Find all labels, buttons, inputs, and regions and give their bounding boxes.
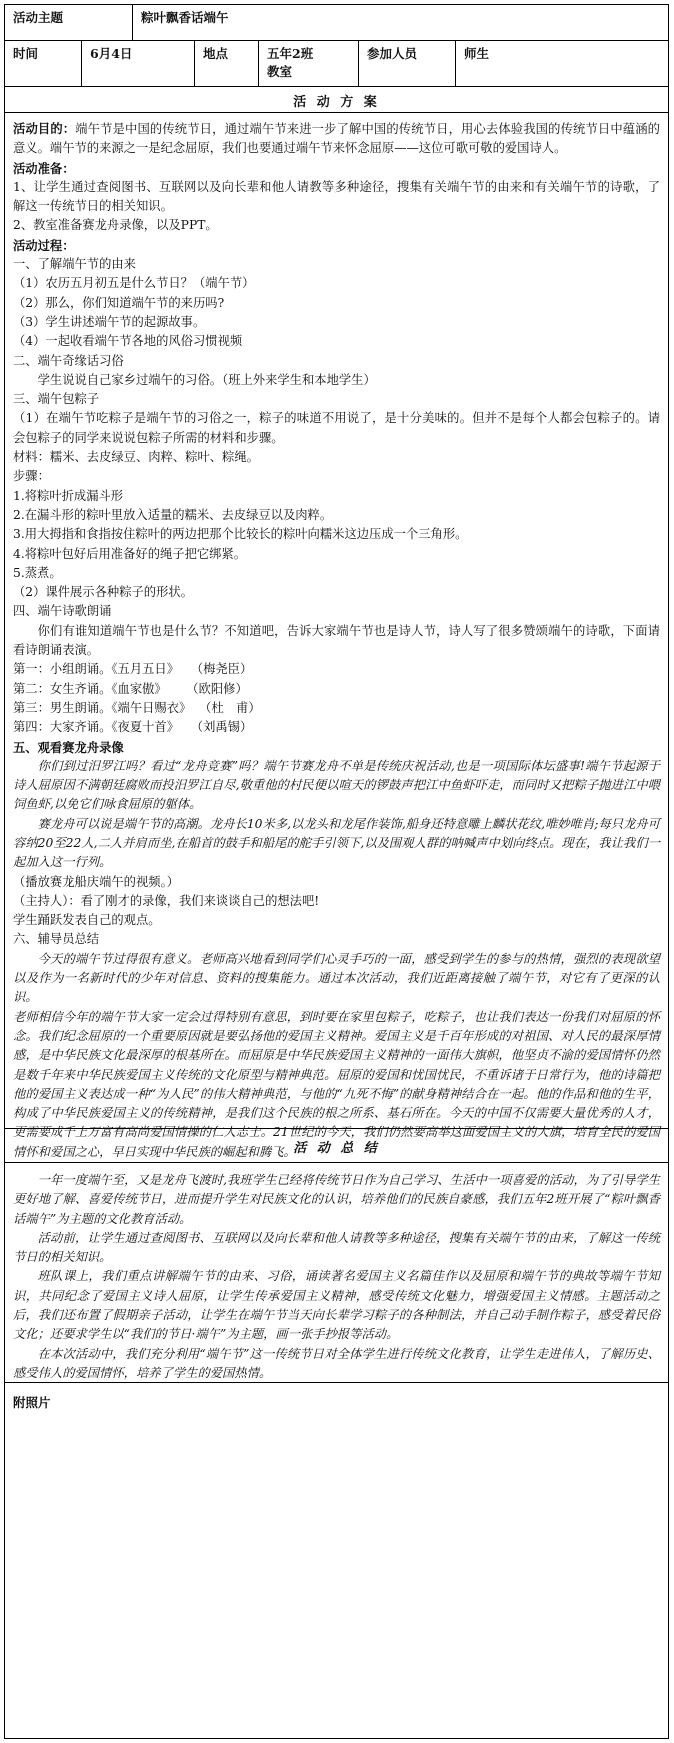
section-1-item: （4）一起收看端午节各地的风俗习惯视频 (13, 334, 243, 349)
section-5-text-2: 赛龙舟可以说是端午节的高潮。龙舟长10米多,以龙头和龙尾作装饰,船身还特意雕上麟状花纹,唯妙唯肖;每只龙舟可容纳20至22人,二人并肩而坐,在船首的鼓手和船尾的舵手引领下,以及围观人群的呐喊声中划向终点。现在，我让我们一起加入这一行列。 (13, 816, 660, 870)
time-value: 6月4日 (82, 41, 195, 86)
section-3-steps-label: 步骤： (13, 469, 50, 484)
section-1-item: （1）农历五月初五是什么节日？（端午节） (13, 276, 255, 291)
section-5-students: 学生踊跃发表自己的观点。 (13, 913, 161, 928)
summary-paragraph-4: 在本次活动中，我们充分利用“端午节”这一传统节日对全体学生进行传统文化教育，让学生走进伟人，了解历史、感受伟人的爱国情怀，培养了学生的爱国热情。 (13, 1346, 660, 1380)
section-3-text: （1）在端午节吃粽子是端午节的习俗之一，粽子的味道不用说了，是十分美味的。但并不是每个人都会包粽子的。请会包粽子的同学来说说包粽子所需的材料和步骤。 (13, 411, 660, 445)
poem-author: （梅尧臣） (190, 662, 253, 677)
poem-line (13, 718, 660, 737)
poem-author: （杜 甫） (199, 700, 261, 715)
section-3-materials: 材料：糯米、去皮绿豆、肉粹、粽叶、粽绳。 (13, 450, 259, 465)
theme-value: 粽叶飘香话端午 (141, 10, 229, 25)
section-6-text-2: 老师相信今年的端午节大家一定会过得特别有意思，到时要在家里包粽子，吃粽子，也让我们表达一份我们对屈原的怀念。我们纪念屈原的一个重要原因就是要弘扬他的爱国主义精神。爱国主义是千百年形成的对祖国、对人民的最深厚情感，是中华民族文化最深厚的根基所在。而屈原是中华民族爱国主义精神的一面伟大旗帜，他坚贞不渝的爱国情怀仍然是数千年来中华民族爱国主义传统的文化原型与精神典范。屈原的爱国和忧国忧民，不重诉诸于日常行为，他的诗篇把他的爱国主义表达成一种“为人民”的伟大精神典范，与他的“九死不悔”的献身精神结合在一起。他的作品和他的生平，构成了中华民族爱国主义的传统精神，是我们这个民族的根之所系、基石所在。今天的中国不仅需要大量优秀的人才，更需要成千上万富有高尚爱国情操的仁人志士。21世纪的今天，我们仍然要高举这面爱国主义的大旗，培育全民的爱国情怀和爱国之心，早日实现中华民族的崛起和腾飞。 (13, 1009, 660, 1159)
section-3-step: 4.将粽叶包好后用准备好的绳子把它绑紧。 (13, 546, 247, 561)
place-label: 地点 (195, 41, 259, 86)
section-3-title: 三、端午包粽子 (13, 392, 100, 407)
section-3-step: 1.将粽叶折成漏斗形 (13, 488, 124, 503)
section-3-step: 2.在漏斗形的粽叶里放入适量的糯米、去皮绿豆以及肉粹。 (13, 507, 333, 522)
poem-author: （欧阳修） (186, 681, 248, 696)
summary-paragraph-3: 班队课上，我们重点讲解端午节的由来、习俗，诵读著名爱国主义名篇佳作以及屈原和端午节的典故等端午节知识，共同纪念了爱国主义诗人屈原，让学生传承爱国主义精神，感受传统文化魅力，增强爱国主义情感。主题活动之后，我们还布置了假期亲子活动，让学生在端午节当天向长辈学习粽子的各种制法，并自己动手制作粽子，感受着民俗文化；还要求学生以“我们的节日·端午”为主题，画一张手抄报等活动。 (13, 1269, 660, 1342)
section-4-text: 你们有谁知道端午节也是什么节？不知道吧，告诉大家端午节也是诗人节，诗人写了很多赞颂端午的诗歌，下面请看诗朗诵表演。 (13, 623, 660, 658)
poem-group: 第三：男生朗诵。 (13, 700, 112, 715)
section-4-title: 四、端午诗歌朗诵 (13, 604, 112, 619)
photos-section (5, 1383, 668, 1738)
section-2-title: 二、端午奇缘话习俗 (13, 353, 124, 368)
poem-group: 第二：女生齐诵。 (13, 681, 112, 696)
summary-content (13, 1171, 660, 1383)
goal-label: 活动目的： (13, 121, 76, 136)
participants-value: 师生 (464, 46, 490, 61)
section-1-item: （2）那么，你们知道端午节的来历吗? (13, 295, 225, 310)
goal-paragraph (13, 119, 660, 159)
section-3-step: 3.用大拇指和食指按住粽叶的两边把那个比较长的粽叶向糯米这边压成一个三角形。 (13, 527, 468, 542)
poem-line (13, 680, 660, 699)
poem-line (13, 699, 660, 718)
plan-section-title: 活 动 方 案 (5, 87, 668, 113)
section-2-text: 学生说说自己家乡过端午的习俗。（班上外来学生和本地学生） (37, 372, 376, 387)
summary-section-title: 活 动 总 结 (5, 1129, 668, 1163)
section-5-host: （主持人）：看了刚才的录像，我们来谈谈自己的想法吧! (13, 893, 320, 908)
theme-label: 活动主题 (5, 5, 133, 40)
prep-item-2: 2、教室准备赛龙舟录像，以及PPT。 (13, 218, 218, 233)
process-label: 活动过程： (13, 237, 75, 253)
section-3-step: 5.蒸煮。 (13, 565, 62, 580)
info-row (5, 41, 668, 87)
place-value-line-2: 教室 (267, 64, 293, 79)
theme-row (5, 5, 668, 41)
summary-paragraph-2: 活动前，让学生通过查阅图书、互联网以及向长辈和他人请教等多种途径，搜集有关端午节的由来，了解这一传统节日的相关知识。 (13, 1230, 660, 1265)
plan-content (13, 119, 660, 1162)
poem-author: （刘禹锡） (190, 720, 253, 735)
section-5-title: 五、观看赛龙舟录像 (13, 739, 124, 755)
goal-text: 端午节是中国的传统节日，通过端午节来进一步了解中国的传统节日，用心去体验我国的传统节日中蕴涵的意义。端午节的来源之一是纪念屈原，我们也要通过端午节来怀念屈原——这位可歌可敬的爱国诗人。 (13, 122, 660, 156)
section-5-play: （播放赛龙船庆端午的视频。） (13, 874, 180, 889)
place-value-line-1: 五年2班 (267, 46, 314, 61)
poem-line (13, 660, 660, 679)
section-6-title: 六、辅导员总结 (13, 932, 100, 947)
prep-label: 活动准备： (13, 160, 75, 176)
section-5-text-1: 你们到过汨罗江吗？看过“龙舟竞赛”吗？端午节赛龙舟不单是传统庆祝活动,也是一项国际体坛盛事!端午节起源于诗人屈原因不满朝廷腐败而投汨罗江自尽,敬重他的村民便以喧天的锣鼓声把江中鱼虾吓走，而同时又把粽子抛进江中喂饲鱼虾,以免它们咏食屈原的躯体。 (13, 758, 660, 812)
participants-label: 参加人员 (359, 41, 456, 86)
poem-title: 《端午日赐衣》 (111, 700, 192, 715)
poem-title: 《血家傲》 (111, 681, 167, 696)
section-1-item: （3）学生讲述端午节的起源故事。 (13, 314, 206, 329)
activity-record-sheet (4, 4, 669, 1739)
poem-title: 《五月五日》 (111, 662, 180, 677)
section-6-text-1: 今天的端午节过得很有意义。老师高兴地看到同学们心灵手巧的一面，感受到学生的参与的热情，强烈的表现欲望以及作为一名新时代的少年对信息、资料的搜集能力。通过本次活动，我们近距离接触了端午节，对它有了更深的认识。 (13, 951, 660, 1005)
poem-group: 第一：小组朗诵。 (13, 662, 112, 677)
place-value (259, 41, 359, 86)
section-3-show: （2）课件展示各种粽子的形状。 (13, 585, 193, 600)
photos-label: 附照片 (13, 1395, 51, 1410)
summary-paragraph-1: 一年一度端午至，又是龙舟飞渡时,我班学生已经将传统节日作为自己学习、生活中一项喜爱的活动，为了引导学生更好地了解、喜爱传统节日，进而提升学生对民族文化的认识，培养他们的民族自豪感，我们五年2班开展了“粽叶飘香话端午”为主题的文化教育活动。 (13, 1173, 660, 1226)
section-1-title: 一、了解端午节的由来 (13, 257, 136, 272)
poem-title: 《夜夏十首》 (111, 720, 180, 735)
time-label: 时间 (5, 41, 82, 86)
prep-item-1: 1、让学生通过查阅图书、互联网以及向长辈和他人请教等多种途径，搜集有关端午节的由来和有关端午节的诗歌，了解这一传统节日的相关知识。 (13, 179, 660, 214)
poem-group: 第四：大家齐诵。 (13, 720, 112, 735)
summary-content-row (5, 1163, 668, 1383)
